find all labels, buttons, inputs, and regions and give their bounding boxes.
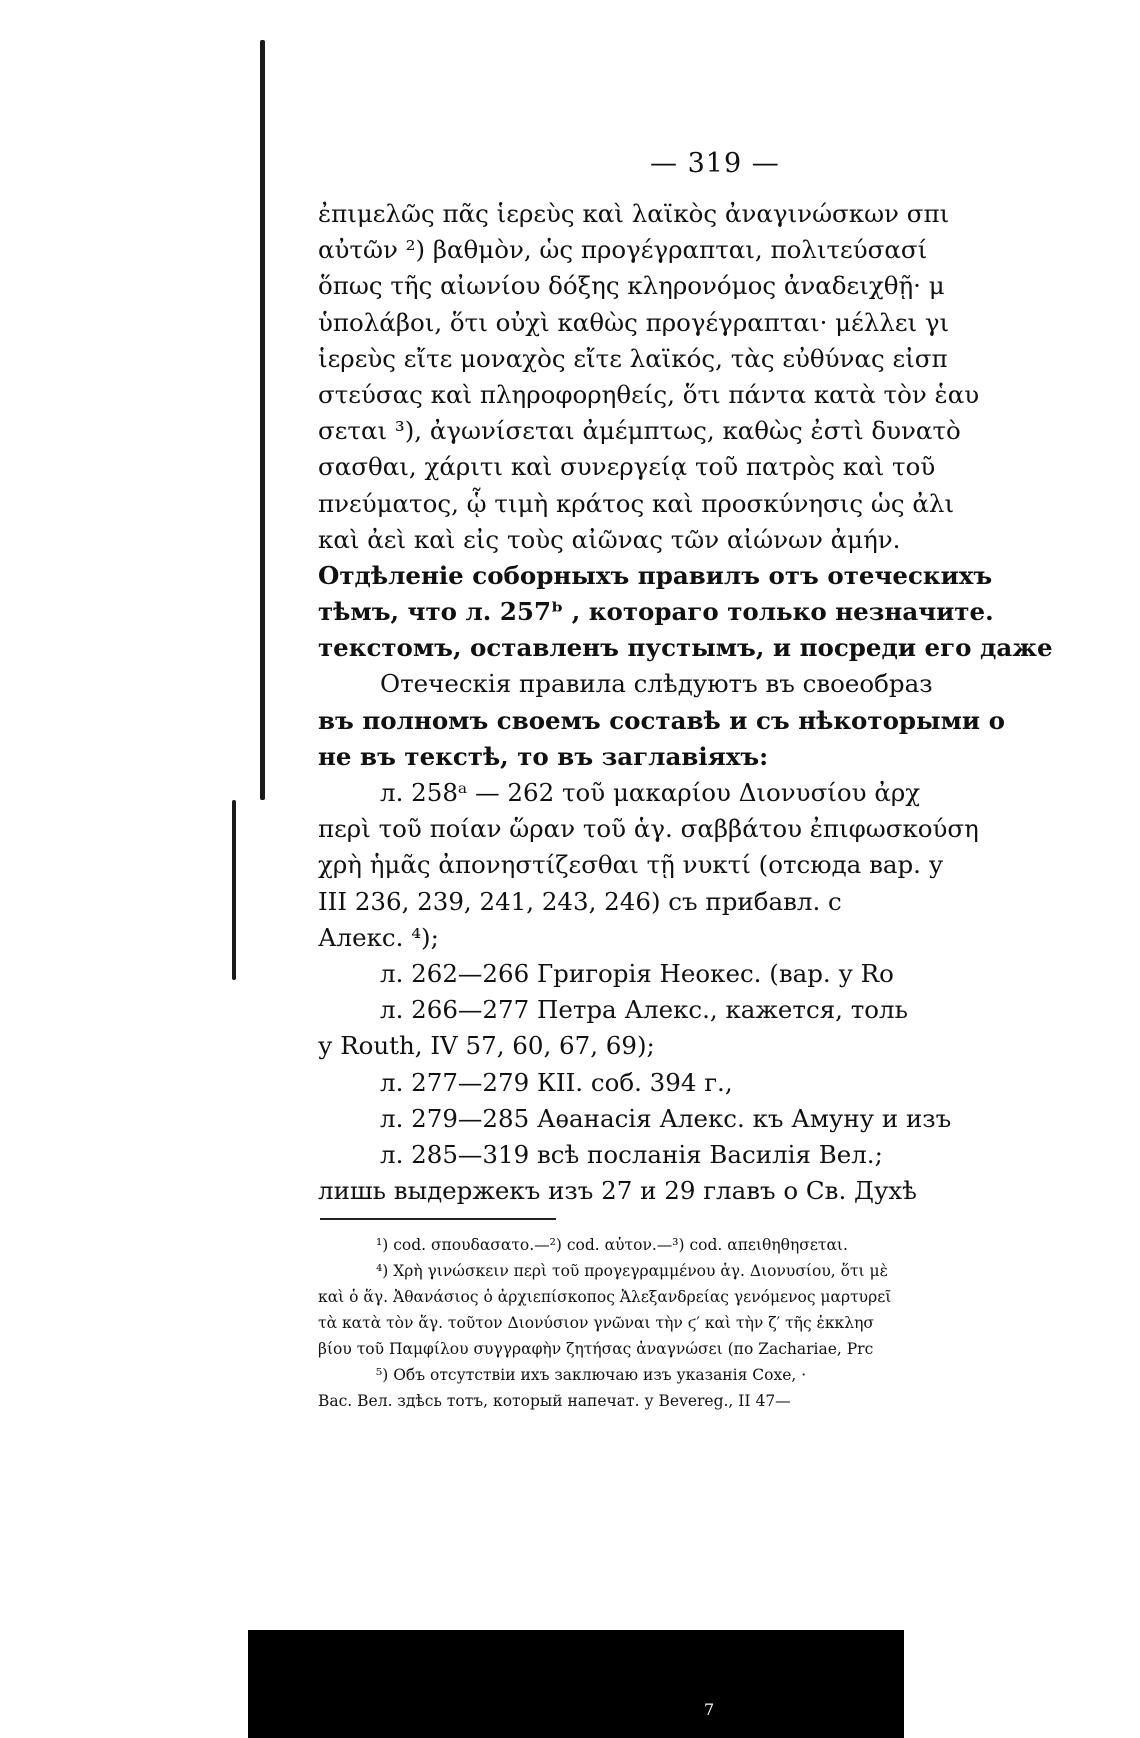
- text-line: л. 285—319 всѣ посланія Василія Вел.;: [380, 1139, 883, 1169]
- text-line: καὶ ἀεὶ καὶ εἰς τοὺς αἰῶνας τῶν αἰώνων ἀμήν.: [318, 524, 901, 554]
- text-line: ἱερεὺς εἴτε μοναχὸς εἴτε λαϊκός, τὰς εὐθύνας εἰσπ: [318, 343, 948, 373]
- text-line: не въ текстѣ, то въ заглавіяхъ:: [318, 741, 769, 771]
- text-line: Алекс. ⁴);: [318, 922, 439, 952]
- text-line: л. 262—266 Григорія Неокес. (вар. у Ro: [380, 958, 894, 988]
- text-line: ὑπολάβοι, ὅτι οὐχὶ καθὼς προγέγραπται· μέλλει γι: [318, 307, 950, 337]
- text-line: въ полномъ своемъ составѣ и съ нѣкоторыми о: [318, 705, 1005, 735]
- footnote-line: ⁵) Объ отсутствіи ихъ заключаю изъ указанія Coxe, ·: [376, 1366, 807, 1384]
- text-line: Отеческія правила слѣдуютъ въ своеобраз: [380, 669, 933, 699]
- text-line: Отдѣленіе соборныхъ правилъ отъ отеческихъ: [318, 560, 993, 590]
- footnote-line: καὶ ὁ ἅγ. Ἀθανάσιος ὁ ἀρχιεπίσκοπος Ἀλεξανδρείας γενόμενος μαρτυρεῖ: [318, 1288, 892, 1306]
- text-line: ἐπιμελῶς πᾶς ἱερεὺς καὶ λαϊκὸς ἀναγινώσκων σπι: [318, 199, 950, 228]
- text-line: σεται ³), ἀγωνίσεται ἀμέμπτως, καθὼς ἐστὶ δυνατὸ: [318, 416, 961, 446]
- page-number: — 319 —: [650, 148, 780, 179]
- main-text-block: [318, 196, 1053, 1209]
- text-line: тѣмъ, что л. 257ᵇ , котораго только незначите.: [318, 597, 994, 627]
- text-line: ὅπως τῆς αἰωνίου δόξης κληρονόμος ἀναδειχθῇ· μ: [318, 271, 945, 301]
- footnotes-block: [318, 1232, 902, 1414]
- text-line: л. 277—279 КII. соб. 394 г.,: [380, 1067, 733, 1097]
- text-line: περὶ τοῦ ποίαν ὥραν τοῦ ἁγ. σαββάτου ἐπιφωσκούση: [318, 814, 979, 844]
- text-line: χρὴ ἡμᾶς ἀπονηστίζεσθαι τῇ νυκτί (отсюда вар. у: [318, 850, 944, 880]
- footnote-line: ¹) cod. σπουδασατο.—²) cod. αὐτον.—³) cod. απειθηθησεται.: [376, 1236, 848, 1254]
- text-line: αὐτῶν ²) βαθμὸν, ὡς προγέγραπται, πολιτεύσασί: [318, 235, 928, 265]
- text-line: σασθαι, χάριτι καὶ συνεργείᾳ τοῦ πατρὸς καὶ τοῦ: [318, 452, 936, 482]
- scan-footer-bar: [248, 1630, 904, 1738]
- text-line: лишь выдержекъ изъ 27 и 29 главъ о Св. Духѣ: [318, 1176, 917, 1206]
- text-line: III 236, 239, 241, 243, 246) съ прибавл. с: [318, 886, 842, 916]
- text-line: л. 266—277 Петра Алекс., кажется, толь: [380, 995, 908, 1025]
- footnote-line: βίου τοῦ Παμφίλου συγγραφὴν ζητήσας ἀναγνώσει (по Zachariae, Prc: [318, 1340, 874, 1358]
- footnote-line: τὰ κατὰ τὸν ἅγ. τοῦτον Διονύσιον γνῶναι τὴν ϛ′ καὶ τὴν ζ′ τῆς ἐκκλησ: [318, 1314, 874, 1332]
- text-line: текстомъ, оставленъ пустымъ, и посреди его даже: [318, 633, 1053, 663]
- binding-shadow-line-lower: [232, 800, 236, 980]
- text-line: л. 279—285 Аѳанасія Алекс. къ Амуну и изъ: [380, 1103, 952, 1133]
- text-line: πνεύματος, ᾧ τιμὴ κράτος καὶ προσκύνησις ὡς ἀλι: [318, 488, 955, 518]
- binding-shadow-line: [260, 40, 265, 800]
- footnote-line: ⁴) Χρὴ γινώσκειν περὶ τοῦ προγεγραμμένου ἁγ. Διονυσίου, ὅτι μὲ: [376, 1262, 888, 1280]
- footer-mark: 7: [704, 1700, 715, 1719]
- text-line: στεύσας καὶ πληροφορηθείς, ὅτι πάντα κατὰ τὸν ἑαυ: [318, 379, 980, 409]
- footnote-separator: [320, 1218, 556, 1220]
- footnote-line: Вас. Вел. здѣсь тотъ, который напечат. у Beverеg., II 47—: [318, 1392, 791, 1410]
- text-line: л. 258ᵃ — 262 τοῦ μακαρίου Διονυσίου ἀρχ: [380, 778, 921, 807]
- text-line: у Routh, IV 57, 60, 67, 69);: [318, 1031, 655, 1061]
